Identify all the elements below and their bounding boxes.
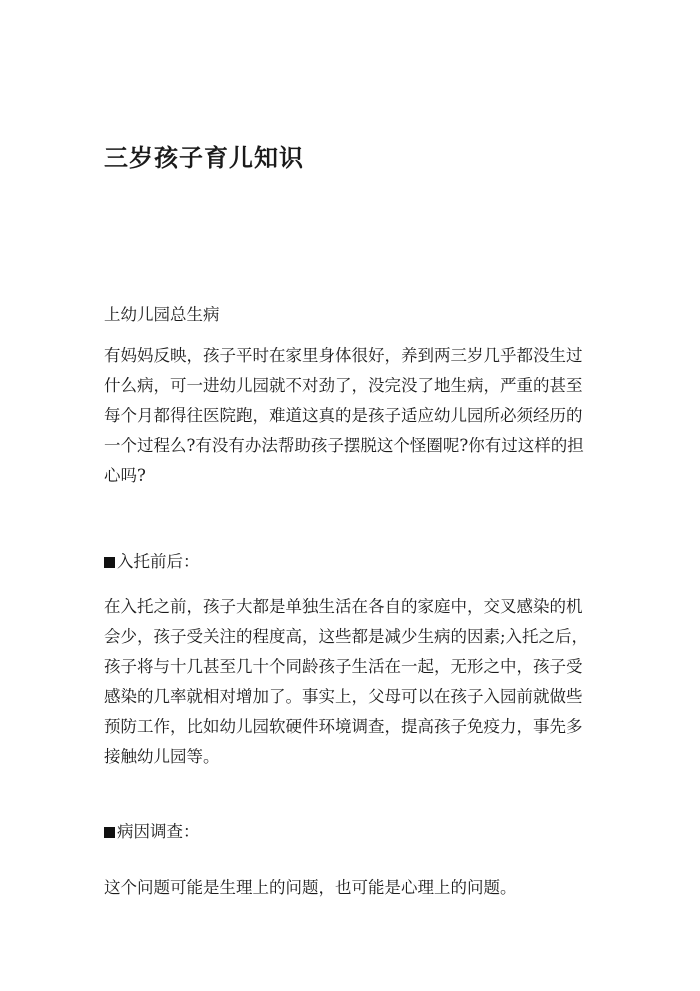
- document-title: 三岁孩子育儿知识: [104, 143, 304, 172]
- paragraph-line: 感染的几率就相对增加了。事实上，父母可以在孩子入园前就做些: [104, 687, 583, 706]
- paragraph-line: 接触幼儿园等。: [104, 747, 220, 766]
- paragraph-intro: [104, 341, 604, 491]
- paragraph-line: 每个月都得往医院跑，难道这真的是孩子适应幼儿园所必须经历的: [104, 406, 583, 425]
- square-bullet-icon: [104, 827, 115, 838]
- square-bullet-icon: [104, 557, 115, 568]
- paragraph-enrollment: [104, 592, 604, 772]
- paragraph-line: 在入托之前，孩子大都是单独生活在各自的家庭中，交叉感染的机: [104, 597, 583, 616]
- paragraph-line: 有妈妈反映，孩子平时在家里身体很好，养到两三岁几乎都没生过: [104, 346, 583, 365]
- paragraph-line: 一个过程么?有没有办法帮助孩子摆脱这个怪圈呢?你有过这样的担: [104, 436, 584, 455]
- paragraph-cause: [104, 873, 604, 903]
- paragraph-line: 心吗?: [104, 466, 146, 485]
- paragraph-line: 什么病，可一进幼儿园就不对劲了，没完没了地生病，严重的甚至: [104, 376, 583, 395]
- paragraph-line: 会少，孩子受关注的程度高，这些都是减少生病的因素;入托之后，: [104, 627, 589, 646]
- paragraph-line: 孩子将与十几甚至几十个同龄孩子生活在一起，无形之中，孩子受: [104, 657, 583, 676]
- paragraph-line: 预防工作，比如幼儿园软硬件环境调查，提高孩子免疫力，事先多: [104, 717, 583, 736]
- paragraph-line: 这个问题可能是生理上的问题，也可能是心理上的问题。: [104, 878, 517, 897]
- section-heading-text: 病因调查：: [117, 822, 200, 841]
- section-subtitle: 上幼儿园总生病: [104, 305, 220, 324]
- section-heading-before-after-enrollment: [104, 547, 604, 577]
- section-heading-cause-investigation: [104, 817, 604, 847]
- section-heading-text: 入托前后：: [117, 552, 200, 571]
